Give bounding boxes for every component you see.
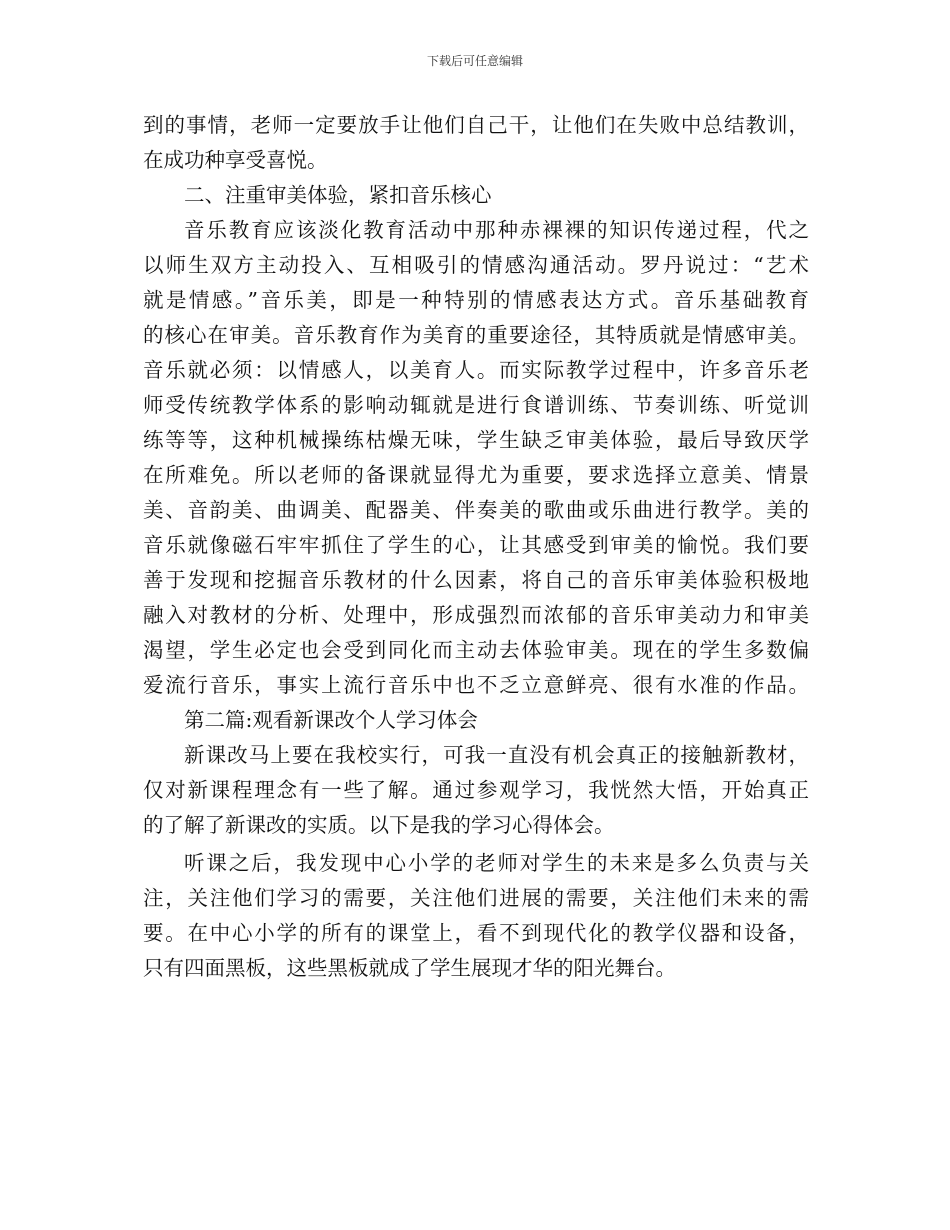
text-line: 以师生双方主动投入、互相吸引的情感沟通活动。罗丹说过：“艺术	[143, 253, 809, 277]
section-heading: 第二篇:观看新课改个人学习体会	[184, 708, 478, 732]
text-line: 爱流行音乐，事实上流行音乐中也不乏立意鲜亮、很有水准的作品。	[143, 673, 809, 697]
text-line: 音乐教育应该淡化教育活动中那种赤裸裸的知识传递过程，代之	[184, 218, 809, 242]
text-line: 师受传统教学体系的影响动辄就是进行食谱训练、节奏训练、听觉训	[143, 393, 809, 417]
text-line: 就是情感。”音乐美，即是一种特别的情感表达方式。音乐基础教育	[143, 288, 809, 312]
text-line: 的核心在审美。音乐教育作为美育的重要途径，其特质就是情感审美。	[143, 323, 809, 347]
text-line: 在成功种享受喜悦。	[143, 148, 328, 172]
text-line: 在所难免。所以老师的备课就显得尤为重要，要求选择立意美、情景	[143, 463, 809, 487]
text-line: 要。在中心小学的所有的课堂上，看不到现代化的教学仪器和设备，	[143, 921, 809, 945]
text-line: 到的事情，老师一定要放手让他们自己干，让他们在失败中总结教训，	[143, 113, 809, 137]
text-line: 新课改马上要在我校实行，可我一直没有机会真正的接触新教材，	[184, 743, 809, 767]
page-header-note: 下载后可任意编辑	[426, 54, 523, 68]
document-body	[143, 108, 809, 986]
text-line: 的了解了新课改的实质。以下是我的学习心得体会。	[143, 813, 615, 837]
text-line: 渴望，学生必定也会受到同化而主动去体验审美。现在的学生多数偏	[143, 638, 809, 662]
text-line: 练等等，这种机械操练枯燥无味，学生缺乏审美体验，最后导致厌学	[143, 428, 809, 452]
text-line: 注，关注他们学习的需要，关注他们进展的需要，关注他们未来的需	[143, 886, 809, 910]
text-line: 听课之后，我发现中心小学的老师对学生的未来是多么负责与关	[184, 851, 809, 875]
text-line: 仅对新课程理念有一些了解。通过参观学习，我恍然大悟，开始真正	[143, 778, 809, 802]
text-line: 音乐就像磁石牢牢抓住了学生的心，让其感受到审美的愉悦。我们要	[143, 533, 809, 557]
text-line: 善于发现和挖掘音乐教材的什么因素，将自己的音乐审美体验积极地	[143, 568, 809, 592]
text-line: 音乐就必须：以情感人，以美育人。而实际教学过程中，许多音乐老	[143, 358, 809, 382]
text-line: 美、音韵美、曲调美、配器美、伴奏美的歌曲或乐曲进行教学。美的	[143, 498, 809, 522]
section-heading: 二、注重审美体验，紧扣音乐核心	[184, 183, 492, 207]
text-line: 融入对教材的分析、处理中，形成强烈而浓郁的音乐审美动力和审美	[143, 603, 809, 627]
text-line: 只有四面黑板，这些黑板就成了学生展现才华的阳光舞台。	[143, 956, 676, 980]
